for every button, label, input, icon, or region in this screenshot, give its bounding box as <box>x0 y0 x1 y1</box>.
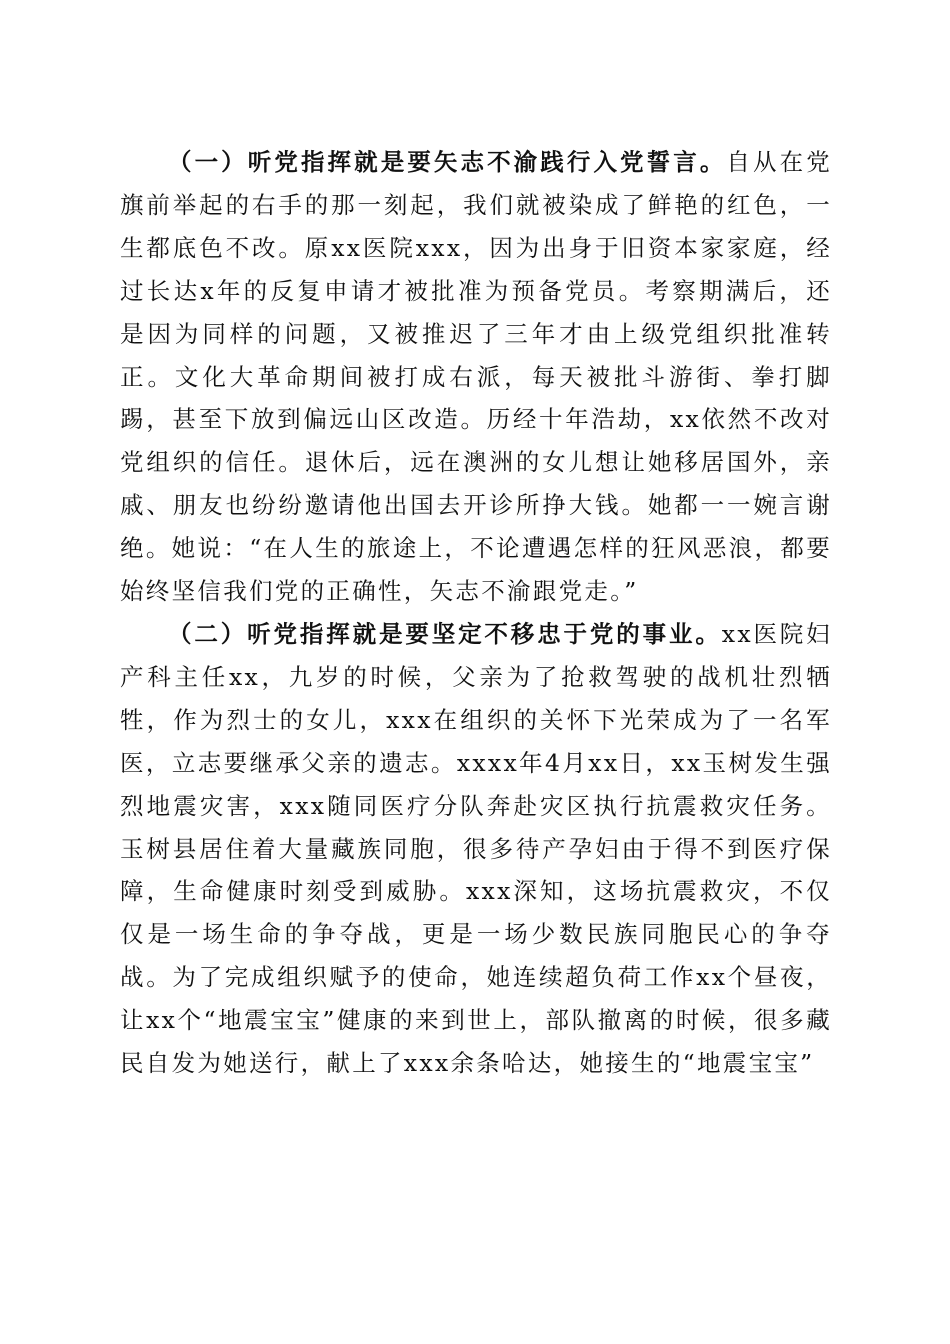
document-body <box>120 141 832 1085</box>
paragraph-2 <box>120 613 832 1085</box>
paragraph-2-body: xx医院妇产科主任xx，九岁的时候，父亲为了抢救驾驶的战机壮烈牺牲，作为烈士的女儿，xxx在组织的关怀下光荣成为了一名军医，立志要继承父亲的遗志。xxxx年4月xx日，xx玉树发生强烈地震灾害，xxx随同医疗分队奔赴灾区执行抗震救灾任务。玉树县居住着大量藏族同胞，很多待产孕妇由于得不到医疗保障，生命健康时刻受到威胁。xxx深知，这场抗震救灾，不仅仅是一场生命的争夺战，更是一场少数民族同胞民心的争夺战。为了完成组织赋予的使命，她连续超负荷工作xx个昼夜，让xx个“地震宝宝”健康的来到世上，部队撤离的时候，很多藏民自发为她送行，献上了xxx余条哈达，她接生的“地震宝宝” <box>120 619 832 1078</box>
paragraph-1-body: 自从在党旗前举起的右手的那一刻起，我们就被染成了鲜艳的红色，一生都底色不改。原xx医院xxx，因为出身于旧资本家家庭，经过长达x年的反复申请才被批准为预备党员。考察期满后，还是因为同样的问题，又被推迟了三年才由上级党组织批准转正。文化大革命期间被打成右派，每天被批斗游街、拳打脚踢，甚至下放到偏远山区改造。历经十年浩劫，xx依然不改对党组织的信任。退休后，远在澳洲的女儿想让她移居国外，亲戚、朋友也纷纷邀请他出国去开诊所挣大钱。她都一一婉言谢绝。她说：“在人生的旅途上，不论遭遇怎样的狂风恶浪，都要始终坚信我们党的正确性，矢志不渝跟党走。” <box>120 148 832 606</box>
paragraph-1 <box>120 141 832 613</box>
paragraph-1-heading: （一）听党指挥就是要矢志不渝践行入党誓言。 <box>168 148 727 176</box>
paragraph-2-heading: （二）听党指挥就是要坚定不移忠于党的事业。 <box>168 619 722 648</box>
